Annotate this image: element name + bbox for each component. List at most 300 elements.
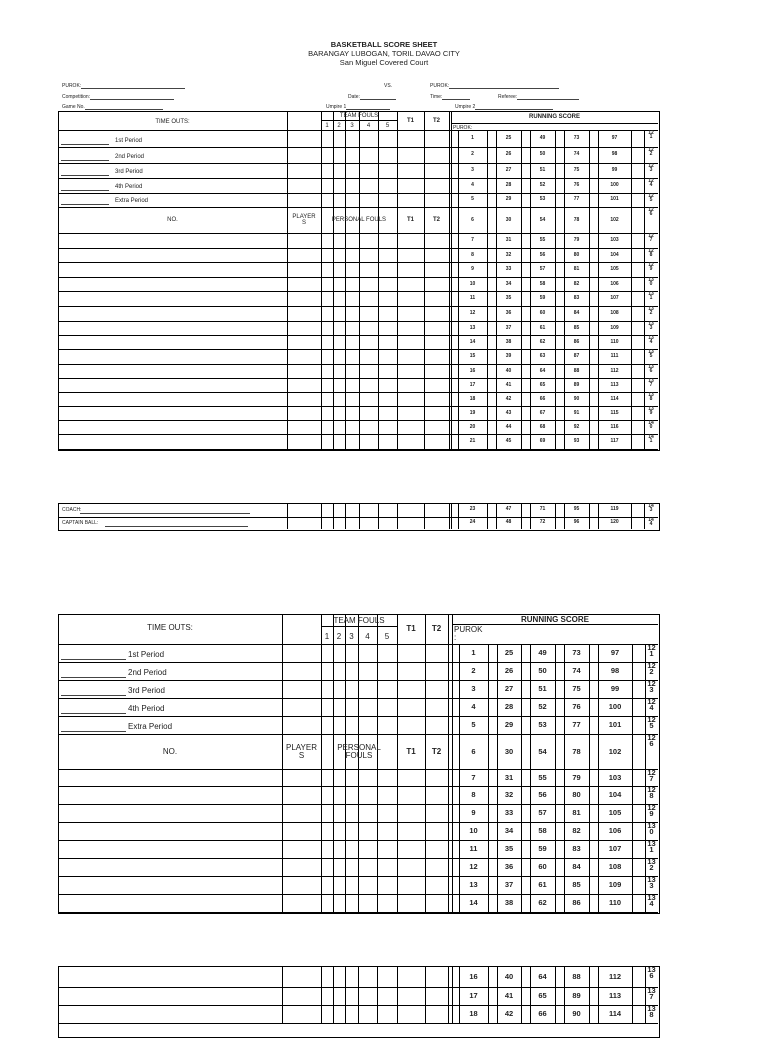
- running-score-number: 100: [610, 181, 619, 188]
- running-score-header-line: [452, 624, 658, 625]
- row-line: [58, 420, 658, 421]
- running-score-number: 27: [505, 166, 512, 173]
- team-fouls-header-line: [321, 626, 397, 627]
- period-name-line[interactable]: [61, 695, 126, 696]
- running-score-number: 12 5: [647, 715, 656, 731]
- team-foul-number: 2: [336, 632, 342, 641]
- period-name-line[interactable]: [61, 659, 126, 660]
- row-line: [58, 517, 658, 518]
- running-score-number: 53: [538, 720, 547, 730]
- running-score-number: 41: [504, 991, 514, 1001]
- running-score-number: 89: [573, 381, 580, 388]
- running-score-number: 36: [505, 310, 512, 316]
- running-score-number: 37: [505, 324, 512, 331]
- grid-line: [589, 966, 590, 1024]
- period-label: 3rd Period: [128, 686, 165, 695]
- grid-line: [282, 966, 283, 1024]
- running-score-number: 77: [573, 196, 580, 203]
- team-foul-number: 4: [365, 632, 370, 641]
- running-score-number: 91: [573, 409, 580, 416]
- t2-label: T2: [431, 624, 442, 633]
- running-score-number: 61: [538, 880, 547, 890]
- running-score-number: 101: [610, 196, 619, 203]
- running-score-number: 73: [572, 648, 581, 658]
- running-score-number: 13 3: [648, 321, 654, 332]
- running-score-number: 13 2: [648, 306, 654, 317]
- row-line: [58, 248, 658, 249]
- team-foul-number: 5: [385, 123, 390, 129]
- running-score-number: 114: [608, 1009, 622, 1019]
- period-name-line[interactable]: [61, 731, 126, 732]
- running-score-number: 5: [471, 196, 474, 203]
- running-score-number: 12 4: [648, 177, 654, 188]
- time-field[interactable]: Time:: [430, 94, 470, 100]
- running-score-number: 1: [471, 134, 474, 141]
- personal-fouls-label: FOULS: [345, 750, 373, 760]
- period-name-line[interactable]: [61, 144, 109, 145]
- t1-label: T1: [406, 624, 416, 633]
- running-score-number: 93: [573, 438, 580, 444]
- running-score-number: 101: [608, 720, 622, 730]
- running-score-number: 67: [539, 409, 546, 416]
- running-score-number: 83: [572, 844, 581, 854]
- grid-line: [358, 966, 359, 1024]
- grid-line: [345, 966, 346, 1024]
- running-score-number: 27: [504, 684, 514, 694]
- period-name-line[interactable]: [61, 677, 126, 678]
- team-foul-number: 5: [384, 632, 390, 641]
- row-line: [58, 277, 658, 278]
- running-score-number: 13 0: [648, 277, 654, 288]
- running-score-number: 57: [539, 266, 546, 272]
- running-score-number: 42: [505, 395, 512, 402]
- running-score-number: 18: [469, 395, 476, 402]
- running-score-number: 28: [505, 181, 512, 188]
- running-score-number: 30: [504, 746, 514, 756]
- running-score-number: 54: [539, 216, 546, 223]
- running-score-number: 65: [539, 381, 546, 388]
- running-score-number: 104: [608, 790, 622, 800]
- team-fouls-header-line: [321, 120, 397, 121]
- vs-label: VS.: [384, 83, 393, 89]
- row-line: [58, 644, 658, 645]
- period-name-line[interactable]: [61, 190, 109, 191]
- running-score-number: 112: [608, 971, 622, 981]
- time-outs-label: TIME OUTS:: [147, 623, 193, 632]
- running-score-number: 98: [611, 151, 618, 157]
- running-score-number: 12 2: [647, 661, 656, 677]
- running-score-number: 14 4: [648, 516, 654, 527]
- running-score-number: 14: [469, 338, 476, 345]
- time-outs-label: TIME OUTS:: [155, 119, 190, 125]
- running-score-number: 13: [469, 880, 478, 890]
- row-line: [58, 262, 658, 263]
- running-score-number: 72: [539, 519, 546, 526]
- running-score-number: 113: [608, 991, 622, 1001]
- grid-line: [632, 966, 633, 1024]
- umpire1-field[interactable]: Umpire 1: [326, 104, 390, 110]
- running-score-header-line: [451, 123, 658, 124]
- running-score-number: 76: [572, 702, 581, 712]
- running-score-number: 114: [610, 395, 619, 402]
- running-score-number: 13 8: [647, 1004, 656, 1020]
- running-score-number: 2: [471, 151, 474, 157]
- running-score-number: 34: [505, 280, 512, 287]
- grid-line: [555, 966, 556, 1024]
- period-label: 4th Period: [128, 704, 165, 713]
- running-score-number: 4: [471, 702, 476, 712]
- grid-line: [345, 614, 346, 912]
- running-score-number: 14: [469, 898, 478, 908]
- running-score-number: 86: [573, 338, 580, 345]
- running-score-number: 81: [573, 266, 580, 272]
- running-score-number: 85: [572, 880, 581, 890]
- running-score-number: 9: [471, 266, 474, 272]
- running-score-number: 111: [610, 353, 619, 359]
- row-line: [58, 178, 658, 179]
- running-score-number: 109: [610, 324, 619, 331]
- running-score-number: 51: [538, 684, 547, 694]
- running-score-number: 68: [539, 423, 546, 430]
- running-score-number: 106: [608, 826, 622, 836]
- running-score-number: 50: [538, 666, 547, 676]
- running-score-number: 10: [469, 826, 478, 836]
- running-score-number: 95: [573, 506, 580, 513]
- running-score-number: 84: [573, 310, 580, 316]
- referee-field[interactable]: Referee:: [498, 94, 579, 100]
- running-score-number: 105: [610, 266, 619, 272]
- running-score-number: 13 6: [647, 965, 656, 981]
- running-score-number: 78: [573, 216, 580, 223]
- running-score-number: 13: [469, 324, 476, 331]
- running-score-number: 13 1: [647, 839, 656, 855]
- row-line: [58, 662, 658, 663]
- running-score-number: 49: [538, 648, 547, 658]
- purok-left-field[interactable]: PUROK:: [62, 83, 185, 89]
- grid-line: [321, 966, 322, 1024]
- running-score-number: 90: [572, 1009, 581, 1019]
- running-score-number: 58: [538, 826, 547, 836]
- date-field[interactable]: Date:: [348, 94, 396, 100]
- running-score-number: 26: [504, 666, 514, 676]
- row-line: [58, 434, 658, 435]
- running-score-number: 36: [504, 862, 514, 872]
- running-score-number: 81: [572, 808, 581, 818]
- period-label: 1st Period: [115, 137, 143, 144]
- running-score-number: 78: [572, 746, 581, 756]
- row-line: [58, 680, 658, 681]
- running-score-number: 100: [608, 702, 622, 712]
- running-score-number: 110: [608, 898, 622, 908]
- running-score-number: 13 3: [647, 875, 656, 891]
- running-score-number: 42: [504, 1009, 514, 1019]
- running-score-number: 116: [610, 423, 619, 430]
- running-score-number: 88: [573, 367, 580, 374]
- grid-line: [333, 614, 334, 912]
- running-score-number: 35: [504, 844, 514, 854]
- t2-label: T2: [431, 746, 442, 756]
- row-line: [58, 349, 658, 350]
- grid-line: [397, 614, 398, 912]
- grid-line: [555, 644, 556, 912]
- period-label: Extra Period: [115, 198, 149, 204]
- running-score-number: 110: [610, 338, 619, 345]
- running-score-number: 12 9: [648, 262, 654, 273]
- row-line: [58, 698, 658, 699]
- running-score-number: 31: [505, 237, 512, 243]
- running-score-number: 80: [572, 790, 581, 800]
- row-line: [58, 786, 658, 787]
- running-score-number: 11: [469, 844, 478, 854]
- running-score-number: 119: [610, 506, 619, 513]
- running-score-number: 105: [608, 808, 622, 818]
- grid-line: [425, 614, 426, 912]
- running-score-number: 32: [505, 251, 512, 258]
- running-score-number: 98: [610, 666, 620, 676]
- grid-line: [448, 966, 449, 1024]
- running-score-number: 55: [539, 237, 546, 243]
- running-score-number: 113: [610, 381, 619, 388]
- running-score-number: 12 7: [648, 233, 654, 244]
- running-score-number: 41: [505, 381, 512, 388]
- row-line: [58, 207, 658, 208]
- running-score-number: 89: [572, 991, 581, 1001]
- running-score-number: 66: [539, 395, 546, 402]
- running-score-number: 12 5: [648, 192, 654, 203]
- purok-right-field[interactable]: PUROK:: [430, 83, 559, 89]
- running-score-number: 79: [572, 772, 581, 782]
- running-score-number: 13 7: [647, 986, 656, 1002]
- running-score-number: 33: [505, 266, 512, 272]
- row-line: [58, 335, 658, 336]
- running-score-number: 120: [610, 519, 619, 526]
- grid-line: [452, 966, 453, 1024]
- row-line: [58, 163, 658, 164]
- running-score-number: 8: [471, 790, 476, 800]
- running-score-number: 57: [538, 808, 547, 818]
- running-score-number: 96: [573, 519, 580, 526]
- running-score-number: 99: [610, 684, 620, 694]
- row-line: [58, 769, 658, 770]
- team-foul-number: 1: [324, 632, 330, 641]
- running-score-number: 12 8: [648, 248, 654, 259]
- running-score-number: 109: [608, 880, 622, 890]
- running-score-number: 92: [573, 423, 580, 430]
- running-score-number: 79: [573, 237, 580, 243]
- grid-line: [632, 644, 633, 912]
- running-score-number: 7: [471, 237, 474, 243]
- running-score-number: 63: [539, 353, 546, 359]
- grid-line: [452, 614, 453, 912]
- running-score-number: 30: [505, 216, 512, 223]
- running-score-number: 12 7: [647, 768, 656, 784]
- players-label: S: [298, 750, 305, 760]
- running-score-number: 11: [469, 295, 476, 301]
- period-name-line[interactable]: [61, 160, 109, 161]
- running-score-number: 99: [611, 166, 618, 173]
- row-line: [58, 987, 658, 988]
- grid-line: [321, 614, 322, 912]
- running-score-number: 15: [469, 353, 476, 359]
- period-name-line[interactable]: [80, 513, 250, 514]
- period-name-line[interactable]: [61, 204, 109, 205]
- running-score-number: 108: [608, 862, 622, 872]
- row-line: [58, 130, 658, 131]
- running-score-number: 86: [572, 898, 581, 908]
- players-label: PLAYER: [286, 742, 317, 752]
- running-score-number: 77: [572, 720, 581, 730]
- running-score-number: 44: [505, 423, 512, 430]
- period-label: 1st Period: [128, 650, 165, 659]
- grid-line: [333, 966, 334, 1024]
- running-score-number: 65: [538, 991, 547, 1001]
- row-line: [58, 406, 658, 407]
- running-score-number: 56: [539, 251, 546, 258]
- grid-line: [488, 644, 489, 912]
- running-score-number: 13 9: [648, 406, 654, 417]
- running-score-number: 69: [539, 438, 546, 444]
- running-score-number: 10: [469, 280, 476, 287]
- running-score-number: 117: [610, 438, 619, 444]
- running-score-number: 1: [471, 648, 476, 658]
- running-score-number: 73: [573, 134, 580, 141]
- competition-field[interactable]: Competition:: [62, 94, 174, 100]
- running-score-number: 35: [505, 295, 512, 301]
- running-score-number: 103: [608, 772, 622, 782]
- running-score-number: 12 6: [648, 207, 654, 218]
- running-score-number: 51: [539, 166, 546, 173]
- grid-line: [377, 966, 378, 1024]
- running-score-number: 107: [608, 844, 622, 854]
- running-score-number: 12 3: [647, 679, 656, 695]
- running-score-number: 29: [505, 196, 512, 203]
- running-score-number: 13 0: [647, 821, 656, 837]
- running-score-number: 104: [610, 251, 619, 258]
- running-score-number: 84: [572, 862, 581, 872]
- grid-line: [488, 966, 489, 1024]
- running-score-label: RUNNING SCORE: [528, 114, 580, 120]
- running-score-number: 48: [505, 519, 512, 526]
- running-score-number: 90: [573, 395, 580, 402]
- row-line: [58, 894, 658, 895]
- running-score-number: 3: [471, 684, 476, 694]
- running-score-number: 59: [539, 295, 546, 301]
- running-score-number: 16: [469, 971, 478, 981]
- t1-label: T1: [406, 746, 416, 756]
- team-foul-number: 2: [337, 123, 341, 129]
- running-score-number: 12 9: [647, 803, 656, 819]
- running-score-number: 43: [505, 409, 512, 416]
- running-score-number: 9: [471, 808, 476, 818]
- running-score-number: 97: [610, 648, 620, 658]
- sheet-title: BASKETBALL SCORE SHEET: [330, 40, 438, 49]
- running-score-number: 14 1: [648, 434, 654, 445]
- period-name-line[interactable]: [105, 526, 248, 527]
- row-line: [58, 306, 658, 307]
- running-score-number: 115: [610, 409, 619, 416]
- running-score-number: 40: [504, 971, 514, 981]
- running-score-number: 50: [539, 151, 546, 157]
- running-score-number: 82: [572, 826, 581, 836]
- running-score-number: 31: [504, 772, 514, 782]
- running-score-number: 12 6: [647, 733, 656, 749]
- grid-line: [521, 644, 522, 912]
- team-foul-number: 4: [366, 123, 371, 129]
- team-fouls-label: TEAM FOULS: [339, 113, 379, 119]
- purok-label: :: [454, 633, 457, 642]
- row-line: [58, 449, 658, 450]
- running-score-number: 32: [504, 790, 514, 800]
- running-score-number: 14 0: [648, 420, 654, 431]
- running-score-number: 80: [573, 251, 580, 258]
- row-line: [58, 233, 658, 234]
- running-score-number: 47: [505, 506, 512, 513]
- running-score-number: 2: [471, 666, 476, 676]
- row-line: [58, 858, 658, 859]
- running-score-number: 52: [538, 702, 547, 712]
- period-name-line[interactable]: [61, 175, 109, 176]
- personal-fouls-label: PERSONAL: [337, 742, 381, 752]
- running-score-number: 13 1: [648, 291, 654, 302]
- running-score-number: 20: [469, 423, 476, 430]
- row-line: [58, 291, 658, 292]
- running-score-number: 54: [538, 746, 547, 756]
- row-line: [58, 321, 658, 322]
- running-score-number: 40: [505, 367, 512, 374]
- row-line: [58, 912, 658, 913]
- running-score-number: 25: [505, 134, 512, 141]
- running-score-number: 33: [504, 808, 514, 818]
- running-score-number: 60: [539, 310, 546, 316]
- team-foul-number: 1: [325, 123, 329, 129]
- team-foul-number: 3: [349, 632, 354, 641]
- running-score-number: 75: [572, 684, 581, 694]
- running-score-number: 74: [572, 666, 581, 676]
- running-score-number: 64: [538, 971, 547, 981]
- sheet-subtitle-venue: San Miguel Covered Court: [339, 58, 429, 67]
- running-score-number: 53: [539, 196, 546, 203]
- running-score-number: 12 1: [647, 643, 656, 659]
- umpire2-field[interactable]: Umpire 2: [455, 104, 553, 110]
- purok-label: PUROK: [454, 625, 483, 634]
- running-score-number: 12: [469, 862, 478, 872]
- running-score-number: 13 5: [648, 349, 654, 360]
- row-line: [58, 804, 658, 805]
- running-score-number: 17: [469, 991, 478, 1001]
- running-score-number: 82: [573, 280, 580, 287]
- running-score-number: 39: [505, 353, 512, 359]
- running-score-number: 3: [471, 166, 474, 173]
- running-score-number: 12: [469, 310, 476, 316]
- running-score-number: 112: [610, 367, 619, 374]
- running-score-number: 61: [539, 324, 546, 331]
- running-score-number: 97: [611, 134, 618, 141]
- running-score-number: 13 4: [647, 893, 656, 909]
- period-name-line[interactable]: [61, 713, 126, 714]
- running-score-number: 87: [573, 353, 580, 359]
- running-score-number: 76: [573, 181, 580, 188]
- grid-line: [377, 614, 378, 912]
- running-score-number: 23: [469, 506, 476, 513]
- running-score-number: 107: [610, 295, 619, 301]
- t2-label: T2: [432, 217, 440, 223]
- game-no-field[interactable]: Game No.: [62, 104, 163, 110]
- running-score-number: 13 2: [647, 857, 656, 873]
- row-line: [58, 840, 658, 841]
- grid-line: [425, 966, 426, 1024]
- no-label: NO.: [167, 217, 178, 223]
- grid-line: [358, 614, 359, 912]
